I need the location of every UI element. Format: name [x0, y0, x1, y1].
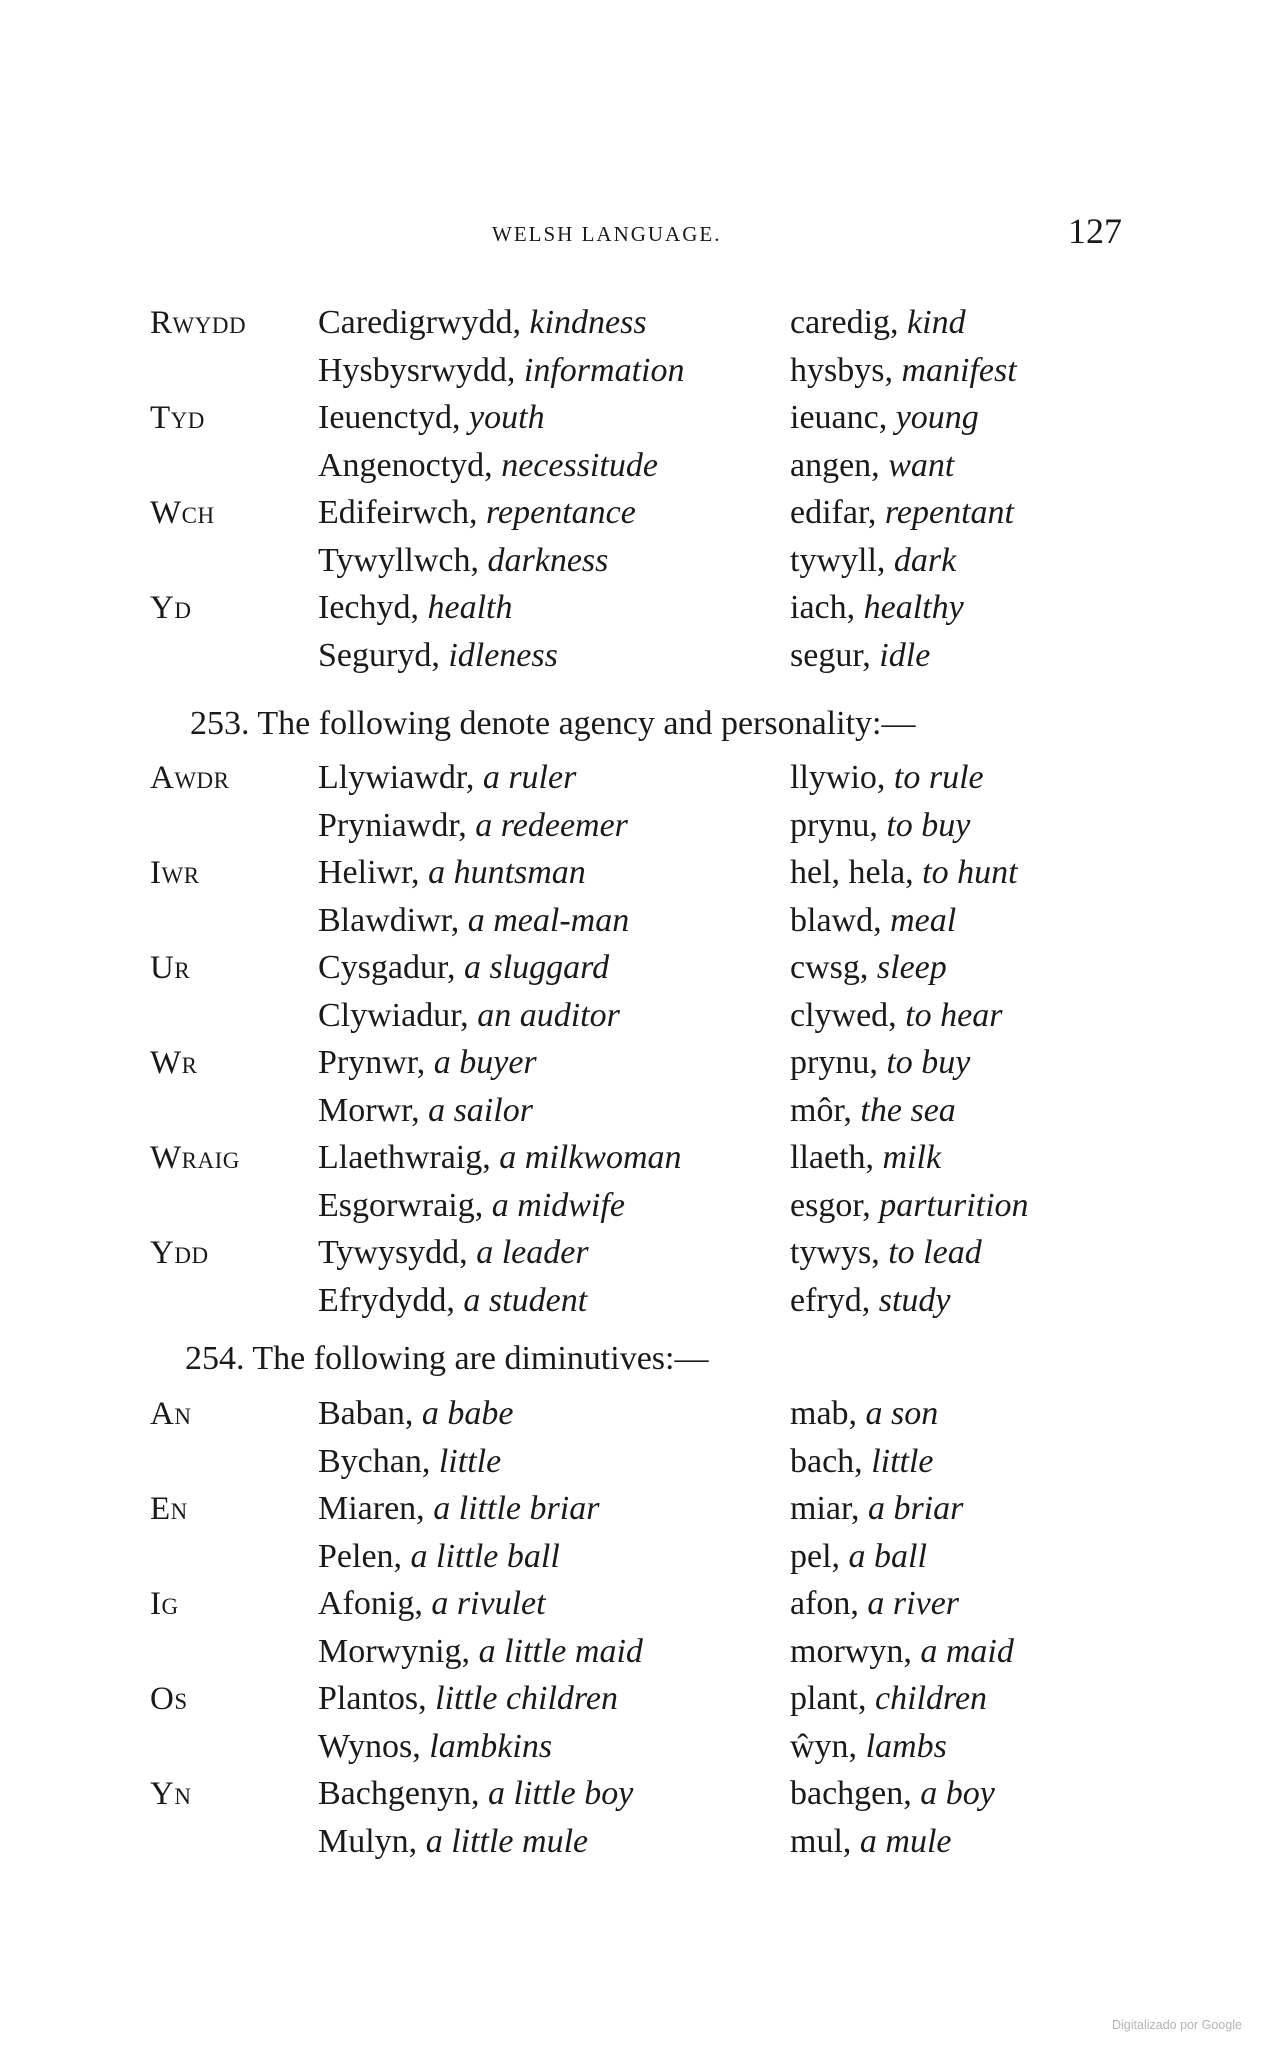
entry-row — [0, 442, 1280, 490]
word-text: Efrydydd, — [318, 1281, 455, 1319]
word-text: Wynos, — [318, 1727, 421, 1765]
root-text: morwyn, — [790, 1632, 912, 1670]
suffix-label: Awdr — [150, 760, 230, 796]
root-gloss: to hunt — [922, 854, 1018, 891]
word-gloss: necessitude — [501, 446, 658, 484]
entry-row — [0, 1628, 1280, 1676]
root-word — [790, 1390, 938, 1438]
entry-row — [0, 849, 1280, 897]
root-text: bachgen, — [790, 1775, 912, 1812]
root-word — [790, 802, 970, 850]
entry-row — [0, 1390, 1280, 1438]
root-text: môr, — [790, 1091, 852, 1129]
word-gloss: information — [523, 351, 685, 389]
root-gloss: little — [871, 1442, 934, 1480]
root-gloss: children — [874, 1680, 988, 1717]
word-text: Morwynig, — [318, 1632, 471, 1670]
derived-word — [318, 1182, 625, 1230]
root-word — [790, 1438, 934, 1486]
suffix-label: Yn — [150, 1776, 192, 1812]
derived-word — [318, 1134, 682, 1182]
derived-word — [318, 442, 658, 490]
root-gloss: study — [878, 1281, 951, 1319]
root-word — [790, 584, 964, 632]
root-text: ieuanc, — [790, 399, 888, 436]
word-gloss: a milkwoman — [499, 1139, 682, 1176]
derived-word — [318, 1277, 587, 1325]
suffix-label: En — [150, 1491, 188, 1527]
root-word — [790, 347, 1017, 395]
root-gloss: want — [888, 446, 955, 484]
root-text: plant, — [790, 1680, 867, 1717]
entry-row — [0, 1087, 1280, 1135]
word-gloss: a midwife — [491, 1186, 625, 1224]
derived-word — [318, 1087, 533, 1135]
word-gloss: a little maid — [478, 1632, 643, 1670]
root-word — [790, 299, 966, 347]
entry-row — [0, 754, 1280, 802]
word-gloss: a little mule — [425, 1822, 589, 1860]
root-gloss: to lead — [888, 1234, 982, 1271]
entry-row — [0, 347, 1280, 395]
word-gloss: a sailor — [428, 1091, 533, 1129]
derived-word — [318, 802, 628, 850]
root-word — [790, 1277, 951, 1325]
derived-word — [318, 1390, 513, 1438]
word-gloss: a sluggard — [463, 949, 610, 986]
root-gloss: healthy — [863, 589, 964, 626]
word-text: Baban, — [318, 1395, 414, 1432]
word-text: Hysbysrwydd, — [318, 351, 516, 389]
root-gloss: to buy — [886, 806, 971, 844]
word-text: Caredigrwydd, — [318, 304, 522, 341]
root-text: prynu, — [790, 806, 878, 844]
word-gloss: a student — [463, 1281, 588, 1319]
word-gloss: a leader — [476, 1234, 589, 1271]
root-word — [790, 1229, 982, 1277]
root-text: llywio, — [790, 759, 886, 796]
entry-row — [0, 897, 1280, 945]
derived-word — [318, 632, 558, 680]
derived-word — [318, 1628, 643, 1676]
entry-row — [0, 1580, 1280, 1628]
root-word — [790, 1675, 987, 1723]
derived-word — [318, 537, 608, 585]
word-text: Morwr, — [318, 1091, 420, 1129]
root-text: tywys, — [790, 1234, 880, 1271]
entry-row — [0, 1675, 1280, 1723]
entry-row — [0, 1723, 1280, 1771]
derived-word — [318, 1438, 501, 1486]
root-gloss: a son — [865, 1395, 939, 1432]
suffix-label: Iwr — [150, 855, 200, 891]
derived-word — [318, 754, 576, 802]
derived-word — [318, 347, 684, 395]
word-text: Bachgenyn, — [318, 1775, 480, 1812]
word-text: Pelen, — [318, 1537, 403, 1575]
entry-row — [0, 802, 1280, 850]
root-text: segur, — [790, 636, 871, 674]
root-text: bach, — [790, 1442, 863, 1480]
word-gloss: a babe — [421, 1395, 514, 1432]
root-text: llaeth, — [790, 1139, 875, 1176]
root-text: caredig, — [790, 304, 899, 341]
derived-word — [318, 1039, 537, 1087]
suffix-label: Rwydd — [150, 305, 247, 341]
derived-word — [318, 299, 647, 347]
suffix-label: Wraig — [150, 1140, 240, 1176]
root-gloss: a boy — [920, 1775, 995, 1812]
root-text: clywed, — [790, 996, 897, 1034]
root-word — [790, 442, 954, 490]
word-gloss: repentance — [486, 494, 636, 531]
root-word — [790, 1039, 970, 1087]
entry-row — [0, 1533, 1280, 1581]
word-gloss: a meal-man — [467, 901, 630, 939]
word-text: Pryniawdr, — [318, 806, 467, 844]
root-word — [790, 537, 956, 585]
root-text: ŵyn, — [790, 1727, 858, 1765]
root-word — [790, 1485, 963, 1533]
word-text: Iechyd, — [318, 589, 420, 626]
word-text: Edifeirwch, — [318, 494, 478, 531]
root-word — [790, 1182, 1029, 1230]
entry-row — [0, 632, 1280, 680]
root-word — [790, 1134, 941, 1182]
suffix-label: An — [150, 1396, 192, 1432]
entry-row — [0, 1134, 1280, 1182]
derived-word — [318, 489, 636, 537]
root-gloss: idle — [879, 636, 931, 674]
word-gloss: a rivulet — [431, 1585, 546, 1622]
root-gloss: to rule — [893, 759, 984, 796]
word-text: Clywiadur, — [318, 996, 469, 1034]
derived-word — [318, 584, 513, 632]
root-text: hysbys, — [790, 351, 893, 389]
root-gloss: the sea — [860, 1091, 956, 1129]
suffix-label: Yd — [150, 590, 192, 626]
root-word — [790, 897, 956, 945]
word-text: Llywiawdr, — [318, 759, 475, 796]
root-word — [790, 1533, 927, 1581]
derived-word — [318, 1533, 560, 1581]
entry-row — [0, 1770, 1280, 1818]
word-text: Blawdiwr, — [318, 901, 460, 939]
root-text: tywyll, — [790, 541, 886, 579]
root-word — [790, 394, 979, 442]
root-word — [790, 754, 984, 802]
word-gloss: a redeemer — [475, 806, 628, 844]
page-number: 127 — [1068, 211, 1122, 251]
root-word — [790, 1818, 952, 1866]
entry-row — [0, 299, 1280, 347]
entry-row — [0, 1485, 1280, 1533]
section-254-heading: 254. The following are diminutives:— — [185, 1340, 709, 1377]
entry-row — [0, 584, 1280, 632]
entry-row — [0, 1182, 1280, 1230]
word-text: Tywyllwch, — [318, 541, 479, 579]
root-text: efryd, — [790, 1281, 871, 1319]
root-text: prynu, — [790, 1044, 878, 1081]
word-gloss: youth — [469, 399, 545, 436]
digitization-watermark: Digitalizado por Google — [1112, 2018, 1242, 2032]
derived-word — [318, 1818, 588, 1866]
word-text: Seguryd, — [318, 636, 440, 674]
derived-word — [318, 944, 609, 992]
root-word — [790, 1580, 959, 1628]
root-gloss: a maid — [920, 1632, 1014, 1670]
word-gloss: little children — [435, 1680, 618, 1717]
derived-word — [318, 897, 629, 945]
word-gloss: health — [427, 589, 513, 626]
word-gloss: darkness — [487, 541, 609, 579]
entry-row — [0, 1229, 1280, 1277]
word-text: Tywysydd, — [318, 1234, 468, 1271]
root-word — [790, 1628, 1014, 1676]
root-gloss: parturition — [879, 1186, 1029, 1224]
root-text: hel, hela, — [790, 854, 914, 891]
entry-row — [0, 1039, 1280, 1087]
root-word — [790, 1770, 995, 1818]
derived-word — [318, 1485, 599, 1533]
word-text: Esgorwraig, — [318, 1186, 484, 1224]
root-word — [790, 632, 930, 680]
word-text: Plantos, — [318, 1680, 427, 1717]
entry-row — [0, 944, 1280, 992]
root-word — [790, 489, 1014, 537]
entry-row — [0, 1277, 1280, 1325]
suffix-label: Wr — [150, 1045, 198, 1081]
derived-word — [318, 1580, 546, 1628]
root-word — [790, 944, 947, 992]
word-text: Cysgadur, — [318, 949, 456, 986]
word-text: Miaren, — [318, 1490, 425, 1527]
root-gloss: a briar — [867, 1490, 964, 1527]
root-gloss: sleep — [876, 949, 947, 986]
word-text: Bychan, — [318, 1442, 431, 1480]
root-gloss: a ball — [848, 1537, 927, 1575]
word-gloss: a little boy — [487, 1775, 634, 1812]
entry-row — [0, 1438, 1280, 1486]
word-gloss: a little ball — [410, 1537, 560, 1575]
root-text: blawd, — [790, 901, 882, 939]
root-text: pel, — [790, 1537, 841, 1575]
root-gloss: dark — [893, 541, 957, 579]
word-text: Prynwr, — [318, 1044, 426, 1081]
root-word — [790, 992, 1002, 1040]
root-gloss: a river — [867, 1585, 960, 1622]
word-gloss: kindness — [529, 304, 647, 341]
root-gloss: to buy — [886, 1044, 971, 1081]
word-gloss: a ruler — [482, 759, 577, 796]
root-gloss: young — [895, 399, 979, 436]
derived-word — [318, 992, 620, 1040]
word-gloss: little — [438, 1442, 502, 1480]
root-word — [790, 1723, 947, 1771]
word-text: Mulyn, — [318, 1822, 418, 1860]
derived-word — [318, 1723, 552, 1771]
root-gloss: lambs — [865, 1727, 947, 1765]
running-title: WELSH LANGUAGE. — [492, 222, 722, 246]
root-text: mab, — [790, 1395, 858, 1432]
suffix-label: Wch — [150, 495, 215, 531]
word-text: Afonig, — [318, 1585, 423, 1622]
derived-word — [318, 849, 586, 897]
root-gloss: repentant — [884, 494, 1014, 531]
root-gloss: a mule — [859, 1822, 952, 1860]
word-gloss: a huntsman — [428, 854, 586, 891]
derived-word — [318, 1770, 633, 1818]
word-gloss: a little briar — [433, 1490, 600, 1527]
word-text: Angenoctyd, — [318, 446, 493, 484]
derived-word — [318, 394, 545, 442]
word-text: Heliwr, — [318, 854, 420, 891]
root-text: iach, — [790, 589, 856, 626]
word-text: Ieuenctyd, — [318, 399, 461, 436]
derived-word — [318, 1675, 618, 1723]
root-gloss: meal — [890, 901, 957, 939]
word-gloss: idleness — [448, 636, 558, 674]
root-text: cwsg, — [790, 949, 869, 986]
suffix-label: Ur — [150, 950, 191, 986]
root-gloss: kind — [907, 304, 966, 341]
root-word — [790, 1087, 956, 1135]
derived-word — [318, 1229, 589, 1277]
root-word — [790, 849, 1018, 897]
root-text: afon, — [790, 1585, 859, 1622]
suffix-label: Os — [150, 1681, 188, 1717]
root-text: esgor, — [790, 1186, 871, 1224]
root-text: edifar, — [790, 494, 877, 531]
word-gloss: an auditor — [477, 996, 620, 1034]
section-253-heading: 253. The following denote agency and personality:— — [190, 705, 916, 742]
root-gloss: milk — [882, 1139, 942, 1176]
entry-row — [0, 537, 1280, 585]
suffix-label: Ig — [150, 1586, 179, 1622]
suffix-label: Tyd — [150, 400, 205, 436]
word-text: Llaethwraig, — [318, 1139, 491, 1176]
suffix-label: Ydd — [150, 1235, 209, 1271]
word-gloss: a buyer — [433, 1044, 537, 1081]
entry-row — [0, 394, 1280, 442]
entry-row — [0, 992, 1280, 1040]
root-text: angen, — [790, 446, 880, 484]
root-text: miar, — [790, 1490, 860, 1527]
root-gloss: to hear — [905, 996, 1003, 1034]
entry-row — [0, 489, 1280, 537]
root-gloss: manifest — [901, 351, 1017, 389]
root-text: mul, — [790, 1822, 852, 1860]
word-gloss: lambkins — [429, 1727, 553, 1765]
entry-row — [0, 1818, 1280, 1866]
